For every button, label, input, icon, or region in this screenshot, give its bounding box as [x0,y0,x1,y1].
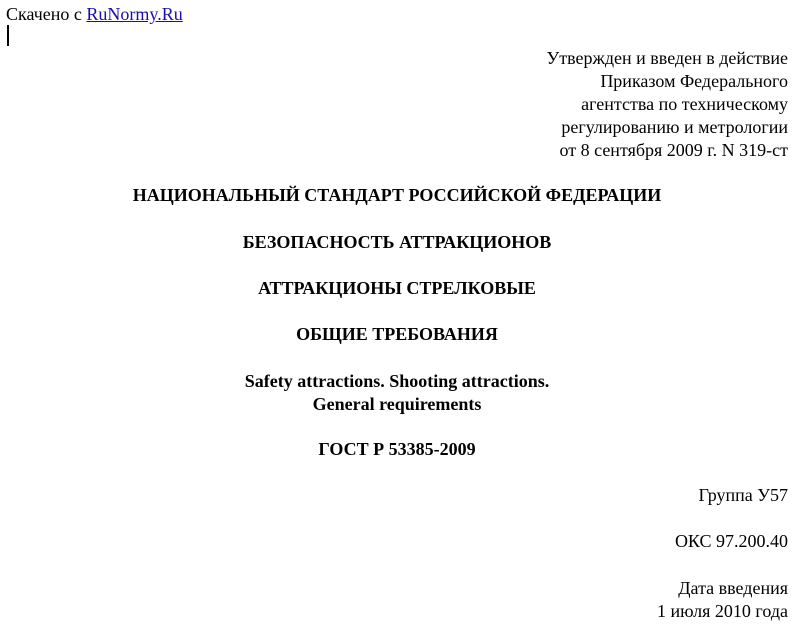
english-title-line-2: General requirements [312,394,482,414]
introduction-block [657,577,788,623]
source-line [6,3,183,26]
group-code [698,484,788,507]
standard-title: НАЦИОНАЛЬНЫЙ СТАНДАРТ РОССИЙСКОЙ ФЕДЕРАЦИИ [132,185,662,205]
source-link[interactable]: RuNormy.Ru [86,4,183,24]
source-prefix: Скачено с [6,4,87,24]
approval-line: от 8 сентября 2009 г. N 319-ст [559,140,788,160]
standard-code: ГОСТ Р 53385-2009 [318,439,476,459]
introduction-label: Дата введения [678,578,788,598]
standard-subtitle: АТТРАКЦИОНЫ СТРЕЛКОВЫЕ [258,278,536,298]
text-cursor [7,25,9,46]
approval-line: Приказом Федерального [600,71,788,91]
approval-line: Утвержден и введен в действие [546,48,788,68]
approval-line: регулированию и метрологии [561,117,788,137]
oks-code [675,530,788,553]
standard-subject: БЕЗОПАСНОСТЬ АТТРАКЦИОНОВ [242,232,552,252]
approval-line: агентства по техническому [581,94,788,114]
introduction-date: 1 июля 2010 года [657,601,788,621]
english-title-line-1: Safety attractions. Shooting attractions. [244,371,550,391]
approval-block [546,47,788,162]
oks-text: ОКС 97.200.40 [674,531,788,551]
group-text: Группа У57 [698,485,788,505]
standard-section: ОБЩИЕ ТРЕБОВАНИЯ [296,324,498,344]
